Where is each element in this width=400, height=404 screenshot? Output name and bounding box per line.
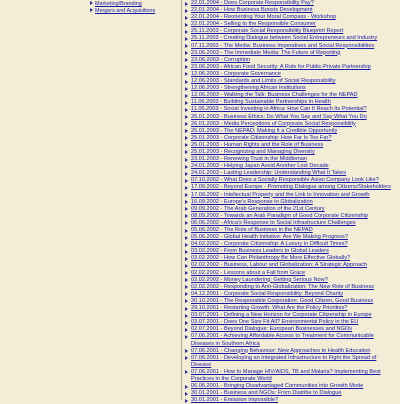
article-link[interactable]: 26.01.2003 - Media Perceptions of Corporate Social Responsibility [191, 120, 356, 127]
arrow-right-icon [185, 44, 188, 48]
arrow-right-icon [185, 200, 188, 204]
arrow-right-icon [185, 257, 188, 261]
arrow-right-icon [90, 8, 93, 12]
article-link[interactable]: 03.07.2001 - Defining a New Horizon for Corporate Citizenship in Europe [191, 312, 372, 319]
arrow-right-icon [185, 172, 188, 176]
arrow-right-icon [185, 207, 188, 211]
arrow-right-icon [185, 250, 188, 254]
article-link[interactable]: 23.06.2003 - African Food Security: A Role for Public-Private Partnership [191, 63, 371, 70]
arrow-right-icon [185, 392, 188, 396]
article-link[interactable]: 29.10.2001 - Restarting Growth: What Are the Policy Priorities? [191, 305, 348, 312]
article-list-item[interactable] [184, 206, 398, 213]
arrow-right-icon [185, 101, 188, 105]
article-link[interactable]: 05.06.2002 - The Role of Business in the NEPAD [191, 227, 313, 233]
article-link[interactable]: 11.06.2003 - Social Investing in Africa: How Can It Reach Its Potential? [191, 106, 367, 113]
arrow-right-icon [185, 307, 188, 311]
article-list-item[interactable] [184, 305, 398, 312]
arrow-right-icon [185, 115, 188, 119]
arrow-right-icon [185, 80, 188, 84]
sidebar-item-label: Mergers and Acquisitions [95, 8, 156, 14]
article-link[interactable]: 25.01.2003 - The NEPAD: Making It a Credible Opportunity [191, 127, 338, 134]
arrow-right-icon [185, 143, 188, 147]
arrow-right-icon [185, 65, 188, 69]
arrow-right-icon [185, 385, 188, 389]
article-link[interactable]: 26.01.2003 - Business Ethics: Do What You Say and Say What You Do [191, 113, 367, 120]
arrow-right-icon [185, 150, 188, 154]
arrow-right-icon [185, 214, 188, 218]
arrow-right-icon [185, 399, 188, 403]
article-list-item[interactable] [184, 114, 398, 121]
article-list-item[interactable] [184, 390, 398, 397]
arrow-right-icon [90, 1, 93, 5]
article-link[interactable]: 25.11.2003 - Corporate Social Responsibility Blueprint Report [191, 28, 344, 35]
article-link[interactable]: 16.09.2002 - Europe's Response to Globalization [191, 198, 313, 205]
arrow-right-icon [185, 243, 188, 247]
article-link[interactable]: 07.10.2002 - What Does a Socially Responsible Asian Company Look Like? [191, 177, 379, 184]
arrow-right-icon [185, 271, 188, 275]
article-list [184, 0, 398, 404]
article-list-item[interactable] [184, 35, 398, 42]
arrow-right-icon [185, 51, 188, 55]
arrow-right-icon [185, 193, 188, 197]
arrow-right-icon [185, 108, 188, 112]
article-link[interactable]: 22.01.2004 - Reorienting Your Moral Compass - Workshop [191, 14, 337, 21]
sidebar-item-label: Marketing/Branding [95, 1, 142, 7]
arrow-right-icon [185, 122, 188, 126]
article-link[interactable]: 24.01.2003 - Lasting Leadership: Understanding What It Takes [191, 170, 347, 177]
article-list-item[interactable] [184, 348, 398, 355]
article-list-item[interactable] [184, 142, 398, 149]
article-list-item[interactable] [184, 163, 398, 170]
arrow-right-icon [185, 370, 188, 374]
article-link[interactable]: 30.01.2001 - Emission Impossible? [191, 397, 279, 404]
arrow-right-icon [185, 30, 188, 34]
article-list-item[interactable] [184, 234, 398, 241]
article-link[interactable]: 23.06.2003 - The Immediate Media: The Future of Reporting [191, 49, 341, 56]
article-list-item[interactable] [184, 92, 398, 99]
arrow-right-icon [185, 23, 188, 27]
column-divider [181, 0, 182, 400]
article-list-item[interactable] [184, 255, 398, 262]
arrow-right-icon [185, 58, 188, 62]
arrow-right-icon [185, 335, 188, 339]
article-list-item[interactable] [184, 241, 398, 248]
arrow-right-icon [185, 229, 188, 233]
article-list-item[interactable] [184, 156, 398, 163]
article-list-item[interactable] [184, 284, 398, 291]
article-link[interactable]: 12.06.2003 - Standards and Limits of Social Responsibility [191, 78, 336, 85]
article-list-item[interactable] [184, 57, 398, 64]
arrow-right-icon [185, 292, 188, 296]
article-link[interactable]: 09.09.2002 - The Arab Generation of the 21st Century [191, 205, 325, 212]
arrow-right-icon [185, 356, 188, 360]
article-list-item[interactable] [184, 7, 398, 14]
article-link[interactable]: 07.06.2001 - Achieving Affordable Access to Treatment for Communicable Diseases in Southern Africa [191, 333, 374, 347]
article-link[interactable]: 12.06.2003 - Corporate Governance [191, 70, 281, 77]
arrow-right-icon [185, 236, 188, 240]
arrow-right-icon [185, 186, 188, 190]
article-link[interactable]: 07.06.2001 - How to Manage HIV/AIDS, TB and Malaria? Implementing Best Practices in the Corporate World [191, 368, 381, 382]
article-link[interactable]: 06.06.2001 - Bringing Disadvantaged Communities into Growth Mode [191, 383, 364, 390]
article-link[interactable]: 04.02.2002 - Corporate Citizenship: A Luxury in Difficult Times? [191, 241, 348, 248]
article-link[interactable]: 25.11.2003 - Creating Dialogue between Social Entrepreneurs and Industry [191, 35, 378, 42]
article-list-item[interactable] [184, 85, 398, 92]
article-list-item[interactable] [184, 199, 398, 206]
article-list-item[interactable] [184, 0, 398, 7]
arrow-right-icon [185, 16, 188, 20]
article-list-item[interactable] [184, 298, 398, 305]
article-list-item[interactable] [184, 262, 398, 269]
sidebar-item-mergers[interactable] [90, 8, 155, 14]
arrow-right-icon [185, 129, 188, 133]
article-list-item[interactable] [184, 213, 398, 220]
article-link[interactable]: 02.02.2002 - Responding to Anti-Globalization: The New Role of Business [191, 283, 375, 290]
arrow-right-icon [185, 221, 188, 225]
arrow-right-icon [185, 165, 188, 169]
article-list-item[interactable] [184, 106, 398, 113]
article-list-item[interactable] [184, 383, 398, 390]
article-link[interactable]: 30.01.2001 - Business and NGOs: From Diatribe to Dialogue [191, 390, 342, 397]
arrow-right-icon [185, 2, 188, 6]
article-list-item[interactable] [184, 333, 398, 347]
article-link[interactable]: 02.02.2002 - Business, Labour and Globalization: A Strategic Approach [191, 262, 368, 269]
article-list-item[interactable] [184, 78, 398, 85]
article-link[interactable]: 07.11.2003 - The Media: Business Imperatives and Social Responsibilities [191, 42, 375, 49]
article-link[interactable]: 25.01.2003 - Recognizing and Managing Diversity [191, 148, 315, 155]
arrow-right-icon [185, 158, 188, 162]
article-list-item[interactable] [184, 227, 398, 234]
arrow-right-icon [185, 37, 188, 41]
article-link[interactable]: 12.06.2003 - Walking the Talk: Business Challenges for the NEPAD [191, 92, 358, 99]
article-list-item[interactable] [184, 177, 398, 184]
article-link[interactable]: 24.01.2003 - Helping Japan Avoid Another Lost Decade [191, 163, 329, 170]
article-link[interactable]: 03.07.2001 - Does One Size Fit All? Environmental Policy in the EU [191, 319, 359, 326]
article-link[interactable]: 11.06.2003 - Building Sustainable Partnerships in Health [191, 99, 331, 106]
article-list-item[interactable] [184, 270, 398, 277]
arrow-right-icon [185, 264, 188, 268]
arrow-right-icon [185, 321, 188, 325]
arrow-right-icon [185, 94, 188, 98]
article-list-item[interactable] [184, 369, 398, 383]
article-list-item[interactable] [184, 14, 398, 21]
article-link[interactable]: 12.06.2003 - Strengthening African Institutions [191, 85, 306, 92]
article-link[interactable]: 04.12.2001 - Corporate Social Responsibility: Beyond Charity [191, 290, 344, 297]
article-list-item[interactable] [184, 291, 398, 298]
article-link[interactable]: 30.10.2001 - The Responsible Corporation: Good Citizen, Good Business [191, 297, 374, 304]
article-list-item[interactable] [184, 128, 398, 135]
arrow-right-icon [185, 278, 188, 282]
article-list-item[interactable] [184, 50, 398, 57]
article-list-item[interactable] [184, 355, 398, 369]
article-link[interactable]: 17.09.2002 - Beyond Europe - Promoting Dialogue among Citizens/Stakeholders [191, 184, 391, 191]
article-link[interactable]: 22.01.2004 - How Business Boosts Development [191, 7, 313, 14]
article-link[interactable]: 03.02.2002 - How Can Philanthropy Be More Effective Globally? [191, 255, 351, 262]
arrow-right-icon [185, 285, 188, 289]
article-list-item[interactable] [184, 184, 398, 191]
article-link[interactable]: 22.01.2004 - Does Corporate Responsibility Pay? [191, 0, 314, 6]
article-list-item[interactable] [184, 192, 398, 199]
article-list-item[interactable] [184, 220, 398, 227]
article-link[interactable]: 22.01.2004 - Selling to the Responsible Consumer [191, 21, 317, 28]
arrow-right-icon [185, 328, 188, 332]
article-list-item[interactable] [184, 121, 398, 128]
article-link[interactable]: 02.07.2001 - Beyond Dialogue: European Businesses and NGOs [191, 326, 353, 333]
article-list-item[interactable] [184, 43, 398, 50]
article-list-item[interactable] [184, 135, 398, 142]
arrow-right-icon [185, 314, 188, 318]
article-list-item[interactable] [184, 277, 398, 284]
sidebar-item-marketing[interactable] [90, 1, 142, 7]
article-link[interactable]: 03.02.2002 - From Business Leaders to Global Leaders [191, 248, 329, 255]
arrow-right-icon [185, 299, 188, 303]
arrow-right-icon [185, 179, 188, 183]
article-link[interactable]: 17.09.2002 - Intellectual Property and the Link to Innovation and Growth [191, 191, 370, 198]
arrow-right-icon [185, 72, 188, 76]
article-link[interactable]: 05.06.2002 - Global Health Initiative: Are We Making Progress? [191, 234, 348, 241]
article-list-item[interactable] [184, 170, 398, 177]
article-link[interactable]: 25.01.2003 - Corporate Citizenship: How Far Is Too Far? [191, 134, 332, 141]
article-link[interactable]: 07.06.2001 - Developing an Integrated Infrastructure to Fight the Spread of Disease [191, 354, 377, 368]
article-link[interactable]: 23.01.2003 - Renewing Trust in the Middleman [191, 156, 307, 163]
article-list-item[interactable] [184, 28, 398, 35]
arrow-right-icon [185, 349, 188, 353]
article-list-item[interactable] [184, 397, 398, 404]
article-list-item[interactable] [184, 326, 398, 333]
article-list-item[interactable] [184, 99, 398, 106]
article-link[interactable]: 25.01.2003 - Human Rights and the Role of Business [191, 141, 324, 148]
arrow-right-icon [185, 136, 188, 140]
article-list-item[interactable] [184, 319, 398, 326]
article-list-item[interactable] [184, 71, 398, 78]
article-link[interactable]: 06.06.2002 - Africa's Response to Social Infrastructure Challenges [191, 219, 356, 226]
article-link[interactable]: 23.06.2003 - Corruption [191, 56, 251, 63]
article-list-item[interactable] [184, 149, 398, 156]
article-link[interactable]: 02.02.2002 - Lessons about a Fall from Grace [191, 269, 306, 276]
arrow-right-icon [185, 9, 188, 13]
article-list-item[interactable] [184, 64, 398, 71]
article-list-item[interactable] [184, 21, 398, 28]
article-link[interactable]: 02.02.2002 - Money Laundering: Getting Serious Now? [191, 276, 328, 283]
arrow-right-icon [185, 87, 188, 91]
article-list-item[interactable] [184, 248, 398, 255]
sidebar [88, 0, 181, 400]
article-link[interactable]: 07.06.2001 - Changing Behaviour: New Approaches to Health Education [191, 347, 371, 354]
article-link[interactable]: 08.09.2002 - Towards an Arab Paradigm of Good Corporate Citizenship [191, 212, 368, 219]
article-list-item[interactable] [184, 312, 398, 319]
